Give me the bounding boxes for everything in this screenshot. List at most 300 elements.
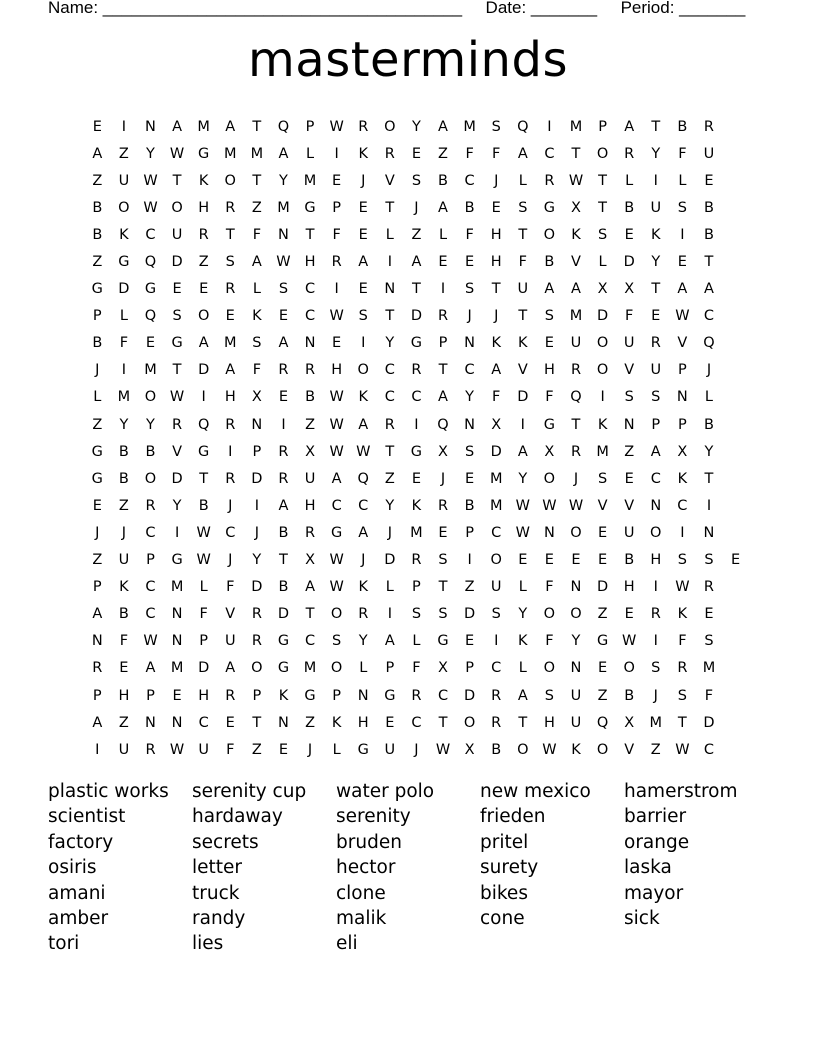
grid-letter: J bbox=[121, 524, 127, 541]
grid-letter: U bbox=[171, 226, 183, 243]
grid-letter: U bbox=[118, 552, 130, 569]
grid-letter: K bbox=[119, 579, 129, 596]
grid-letter: C bbox=[411, 389, 422, 406]
grid-letter: Y bbox=[146, 145, 155, 162]
word-list-item: barrier bbox=[624, 806, 687, 828]
grid-letter: I bbox=[520, 416, 525, 433]
grid-letter: W bbox=[329, 118, 344, 135]
grid-letter: T bbox=[518, 714, 528, 731]
grid-letter: E bbox=[704, 172, 714, 189]
grid-letter: F bbox=[465, 226, 474, 243]
grid-letter: A bbox=[251, 254, 262, 271]
grid-letter: E bbox=[624, 606, 634, 623]
grid-letter: E bbox=[358, 226, 368, 243]
grid-letter: D bbox=[703, 714, 715, 731]
grid-letter: W bbox=[169, 389, 185, 406]
grid-letter: L bbox=[359, 660, 368, 677]
grid-letter: S bbox=[624, 389, 634, 406]
grid-letter: P bbox=[92, 308, 102, 325]
grid-letter: I bbox=[653, 579, 658, 596]
grid-letter: D bbox=[251, 579, 263, 596]
word-list-item: amber bbox=[48, 907, 109, 929]
grid-letter: R bbox=[677, 660, 688, 677]
grid-letter: C bbox=[331, 497, 342, 514]
grid-letter: E bbox=[278, 308, 289, 325]
word-column bbox=[48, 779, 192, 957]
grid-letter: X bbox=[677, 443, 688, 460]
grid-letter: W bbox=[276, 254, 291, 271]
grid-letter: O bbox=[517, 741, 529, 758]
grid-letter: G bbox=[171, 335, 183, 352]
grid-letter: W bbox=[329, 443, 344, 460]
grid-letter: I bbox=[387, 254, 392, 271]
grid-letter: Y bbox=[518, 470, 528, 487]
grid-letter: N bbox=[703, 524, 715, 541]
word-list-item: new mexico bbox=[480, 781, 591, 802]
word-list-item: osiris bbox=[48, 857, 97, 879]
grid-letter: S bbox=[544, 687, 554, 704]
page-title: masterminds bbox=[248, 32, 568, 88]
grid-letter: G bbox=[91, 443, 103, 460]
word-list-item: amani bbox=[48, 882, 106, 904]
grid-letter: W bbox=[515, 524, 530, 541]
grid-letter: Z bbox=[118, 145, 129, 162]
grid-letter: R bbox=[570, 443, 582, 460]
grid-letter: D bbox=[596, 308, 609, 325]
grid-letter: V bbox=[677, 335, 688, 352]
grid-letter: C bbox=[304, 308, 316, 325]
grid-letter: M bbox=[303, 172, 317, 189]
grid-letter: S bbox=[677, 552, 687, 569]
grid-letter: M bbox=[250, 145, 264, 162]
grid-letter: S bbox=[438, 606, 448, 623]
grid-letter: S bbox=[518, 199, 528, 216]
grid-letter: J bbox=[706, 362, 712, 379]
grid-letter: F bbox=[704, 687, 714, 704]
grid-letter: A bbox=[517, 145, 528, 162]
grid-letter: I bbox=[440, 281, 446, 298]
grid-letter: Z bbox=[305, 416, 316, 433]
grid-letter: T bbox=[438, 714, 448, 731]
grid-letter: Z bbox=[118, 714, 129, 731]
grid-letter: T bbox=[438, 362, 448, 379]
grid-letter: E bbox=[465, 633, 475, 650]
grid-letter: G bbox=[144, 281, 157, 298]
grid-letter: Z bbox=[438, 145, 448, 162]
grid-letter: P bbox=[438, 335, 448, 352]
grid-letter: C bbox=[677, 497, 688, 514]
grid-letter: Y bbox=[411, 118, 421, 135]
grid-letter: E bbox=[730, 552, 741, 569]
grid-letter: G bbox=[410, 335, 423, 352]
grid-letter: I bbox=[387, 606, 392, 623]
grid-letter: B bbox=[544, 254, 555, 271]
grid-letter: K bbox=[597, 416, 608, 433]
grid-letter: L bbox=[704, 389, 713, 406]
grid-letter: U bbox=[304, 470, 316, 487]
grid-letter: C bbox=[384, 389, 395, 406]
grid-letter: E bbox=[597, 660, 608, 677]
grid-letter: D bbox=[517, 389, 529, 406]
grid-letter: R bbox=[437, 497, 449, 514]
word-list-item: randy bbox=[192, 907, 246, 929]
grid-letter: R bbox=[278, 470, 289, 487]
letter-grid bbox=[84, 113, 749, 763]
word-list-item: water polo bbox=[336, 781, 435, 802]
grid-letter: N bbox=[145, 714, 156, 731]
grid-letter: F bbox=[252, 226, 262, 243]
grid-letter: O bbox=[596, 741, 609, 758]
grid-letter: B bbox=[305, 389, 316, 406]
grid-letter: D bbox=[464, 687, 476, 704]
grid-letter: Q bbox=[357, 470, 369, 487]
grid-letter: K bbox=[411, 497, 422, 514]
grid-letter: G bbox=[277, 633, 290, 650]
grid-letter: X bbox=[491, 416, 502, 433]
grid-letter: U bbox=[570, 687, 582, 704]
grid-letter: K bbox=[518, 633, 528, 650]
grid-letter: O bbox=[144, 470, 157, 487]
grid-letter: I bbox=[361, 335, 366, 352]
word-column bbox=[336, 779, 480, 957]
grid-letter: E bbox=[597, 524, 608, 541]
grid-letter: S bbox=[651, 389, 661, 406]
grid-letter: E bbox=[332, 335, 342, 352]
grid-letter: F bbox=[625, 308, 634, 325]
grid-letter: X bbox=[251, 389, 262, 406]
grid-letter: T bbox=[385, 443, 395, 460]
grid-letter: E bbox=[332, 172, 342, 189]
grid-letter: O bbox=[251, 660, 263, 677]
grid-letter: W bbox=[622, 633, 637, 650]
grid-letter: A bbox=[438, 118, 448, 135]
grid-letter: B bbox=[464, 199, 475, 216]
grid-letter: T bbox=[518, 308, 528, 325]
word-list-item: hardaway bbox=[192, 806, 283, 828]
grid-row bbox=[84, 303, 749, 330]
grid-letter: I bbox=[547, 118, 552, 135]
grid-letter: J bbox=[494, 172, 499, 189]
grid-row bbox=[84, 411, 749, 438]
grid-letter: J bbox=[653, 687, 658, 704]
grid-letter: L bbox=[678, 172, 687, 189]
grid-letter: K bbox=[571, 741, 581, 758]
grid-letter: B bbox=[703, 199, 714, 216]
grid-letter: U bbox=[650, 362, 662, 379]
grid-letter: M bbox=[489, 470, 503, 487]
grid-letter: L bbox=[385, 226, 394, 243]
grid-letter: E bbox=[491, 199, 501, 216]
grid-row bbox=[84, 194, 749, 221]
grid-letter: Y bbox=[704, 443, 714, 460]
grid-letter: O bbox=[570, 524, 582, 541]
word-list-item: eli bbox=[336, 933, 358, 955]
grid-letter: R bbox=[225, 416, 236, 433]
grid-letter: P bbox=[677, 416, 687, 433]
grid-letter: I bbox=[414, 416, 419, 433]
grid-letter: B bbox=[118, 443, 129, 460]
grid-letter: M bbox=[170, 579, 184, 596]
grid-letter: O bbox=[543, 226, 556, 243]
grid-letter: V bbox=[624, 362, 635, 379]
grid-letter: S bbox=[704, 552, 714, 569]
grid-letter: X bbox=[571, 199, 581, 216]
grid-letter: H bbox=[304, 497, 316, 514]
grid-letter: Q bbox=[277, 118, 290, 135]
word-list-item: mayor bbox=[624, 882, 684, 904]
grid-letter: A bbox=[571, 281, 581, 298]
grid-letter: T bbox=[598, 172, 607, 189]
word-list-item: letter bbox=[192, 857, 243, 879]
word-list-item: secrets bbox=[192, 831, 259, 853]
grid-letter: O bbox=[623, 660, 635, 677]
grid-letter: C bbox=[703, 308, 715, 325]
grid-letter: C bbox=[225, 524, 236, 541]
grid-letter: P bbox=[465, 660, 474, 677]
grid-letter: Q bbox=[197, 416, 210, 433]
grid-letter: X bbox=[305, 552, 316, 569]
grid-letter: X bbox=[597, 281, 608, 298]
grid-letter: G bbox=[171, 552, 183, 569]
grid-letter: H bbox=[623, 579, 635, 596]
grid-letter: C bbox=[145, 606, 156, 623]
grid-letter: N bbox=[464, 416, 476, 433]
grid-letter: P bbox=[146, 552, 155, 569]
grid-row bbox=[84, 330, 749, 357]
grid-row bbox=[84, 628, 749, 655]
grid-row bbox=[84, 248, 749, 275]
grid-letter: T bbox=[305, 606, 315, 623]
grid-letter: E bbox=[358, 281, 368, 298]
grid-letter: U bbox=[490, 579, 502, 596]
grid-letter: Q bbox=[596, 714, 609, 731]
grid-letter: R bbox=[198, 226, 209, 243]
grid-letter: T bbox=[704, 254, 714, 271]
grid-letter: P bbox=[598, 118, 607, 135]
grid-letter: F bbox=[545, 633, 554, 650]
grid-letter: J bbox=[307, 741, 313, 758]
grid-letter: F bbox=[332, 226, 341, 243]
grid-letter: J bbox=[228, 552, 233, 569]
grid-letter: R bbox=[305, 362, 316, 379]
grid-letter: A bbox=[491, 362, 502, 379]
grid-letter: R bbox=[491, 687, 502, 704]
grid-letter: I bbox=[95, 741, 100, 758]
grid-letter: I bbox=[467, 552, 472, 569]
grid-letter: Z bbox=[464, 579, 475, 596]
grid-letter: J bbox=[467, 308, 472, 325]
grid-letter: A bbox=[225, 118, 236, 135]
grid-letter: R bbox=[358, 118, 369, 135]
grid-letter: L bbox=[438, 226, 448, 243]
grid-letter: T bbox=[571, 145, 581, 162]
grid-row bbox=[84, 140, 749, 167]
grid-letter: N bbox=[171, 633, 183, 650]
grid-letter: N bbox=[145, 118, 156, 135]
grid-letter: U bbox=[623, 524, 635, 541]
grid-letter: Z bbox=[411, 226, 422, 243]
grid-row bbox=[84, 276, 749, 303]
grid-letter: C bbox=[491, 524, 502, 541]
grid-letter: K bbox=[331, 714, 342, 731]
grid-letter: M bbox=[702, 660, 716, 677]
grid-letter: B bbox=[198, 497, 209, 514]
grid-letter: Y bbox=[358, 633, 368, 650]
grid-letter: F bbox=[119, 633, 129, 650]
grid-letter: M bbox=[197, 118, 210, 135]
grid-letter: T bbox=[651, 281, 661, 298]
grid-letter: W bbox=[568, 497, 584, 514]
grid-letter: L bbox=[518, 660, 527, 677]
grid-letter: N bbox=[278, 226, 289, 243]
grid-letter: N bbox=[676, 389, 688, 406]
grid-letter: K bbox=[358, 579, 368, 596]
grid-letter: G bbox=[198, 145, 210, 162]
word-column bbox=[192, 779, 336, 957]
grid-letter: J bbox=[95, 362, 100, 379]
grid-row bbox=[84, 438, 749, 465]
grid-letter: U bbox=[650, 199, 662, 216]
grid-letter: M bbox=[569, 118, 583, 135]
grid-letter: R bbox=[278, 362, 289, 379]
grid-letter: Q bbox=[144, 254, 157, 271]
grid-letter: I bbox=[201, 389, 206, 406]
grid-letter: G bbox=[91, 470, 103, 487]
grid-letter: O bbox=[543, 606, 556, 623]
grid-letter: Z bbox=[251, 199, 262, 216]
grid-letter: Q bbox=[437, 416, 449, 433]
grid-letter: S bbox=[358, 308, 368, 325]
grid-letter: P bbox=[677, 362, 687, 379]
grid-letter: Y bbox=[651, 145, 661, 162]
word-list-item: serenity cup bbox=[192, 781, 307, 802]
grid-letter: M bbox=[463, 118, 476, 135]
grid-letter: G bbox=[304, 687, 316, 704]
grid-letter: V bbox=[571, 254, 581, 271]
grid-letter: B bbox=[703, 226, 714, 243]
grid-letter: E bbox=[518, 552, 528, 569]
grid-letter: E bbox=[571, 552, 581, 569]
grid-letter: R bbox=[251, 606, 262, 623]
grid-letter: H bbox=[490, 254, 502, 271]
grid-letter: D bbox=[623, 254, 635, 271]
grid-letter: F bbox=[412, 660, 421, 677]
grid-letter: L bbox=[518, 172, 527, 189]
grid-letter: W bbox=[169, 145, 185, 162]
grid-letter: E bbox=[199, 281, 209, 298]
grid-letter: A bbox=[438, 389, 448, 406]
grid-letter: O bbox=[357, 362, 369, 379]
grid-letter: B bbox=[438, 172, 448, 189]
grid-letter: B bbox=[278, 579, 289, 596]
grid-letter: B bbox=[278, 524, 289, 541]
grid-letter: V bbox=[384, 172, 395, 189]
grid-letter: M bbox=[144, 362, 157, 379]
grid-letter: F bbox=[492, 145, 501, 162]
grid-letter: L bbox=[199, 579, 208, 596]
grid-letter: I bbox=[334, 281, 339, 298]
grid-letter: Y bbox=[119, 416, 129, 433]
grid-row bbox=[84, 682, 749, 709]
word-list-item: laska bbox=[624, 857, 672, 879]
grid-letter: M bbox=[596, 443, 609, 460]
grid-letter: F bbox=[545, 579, 554, 596]
grid-letter: N bbox=[464, 335, 476, 352]
grid-letter: E bbox=[278, 741, 289, 758]
grid-letter: K bbox=[518, 335, 528, 352]
grid-letter: F bbox=[226, 579, 235, 596]
word-list bbox=[48, 779, 768, 957]
grid-letter: V bbox=[225, 606, 236, 623]
grid-letter: K bbox=[651, 226, 661, 243]
grid-letter: C bbox=[145, 524, 156, 541]
grid-letter: P bbox=[465, 524, 474, 541]
word-list-item: plastic works bbox=[48, 781, 169, 802]
grid-letter: U bbox=[623, 335, 635, 352]
grid-letter: U bbox=[703, 145, 715, 162]
grid-letter: R bbox=[172, 416, 183, 433]
grid-letter: O bbox=[197, 308, 210, 325]
grid-letter: B bbox=[491, 741, 502, 758]
grid-letter: M bbox=[410, 524, 423, 541]
grid-letter: O bbox=[330, 606, 343, 623]
grid-letter: I bbox=[228, 443, 233, 460]
grid-letter: U bbox=[517, 281, 529, 298]
grid-letter: R bbox=[544, 172, 555, 189]
grid-letter: I bbox=[121, 118, 127, 135]
grid-letter: C bbox=[464, 362, 475, 379]
grid-letter: J bbox=[573, 470, 579, 487]
grid-letter: A bbox=[92, 145, 103, 162]
grid-letter: D bbox=[251, 470, 263, 487]
grid-letter: A bbox=[145, 660, 156, 677]
grid-letter: B bbox=[118, 470, 129, 487]
grid-letter: Y bbox=[518, 606, 528, 623]
grid-letter: C bbox=[304, 633, 316, 650]
grid-letter: F bbox=[199, 606, 208, 623]
grid-letter: Z bbox=[624, 443, 635, 460]
grid-letter: A bbox=[198, 335, 209, 352]
grid-letter: S bbox=[465, 281, 475, 298]
grid-letter: I bbox=[653, 172, 658, 189]
grid-letter: M bbox=[649, 714, 663, 731]
grid-letter: H bbox=[543, 714, 555, 731]
grid-letter: I bbox=[600, 389, 605, 406]
grid-letter: E bbox=[385, 714, 395, 731]
grid-letter: O bbox=[118, 199, 130, 216]
grid-letter: E bbox=[92, 118, 102, 135]
word-list-item: tori bbox=[48, 933, 80, 955]
grid-letter: A bbox=[278, 335, 289, 352]
grid-letter: S bbox=[172, 308, 182, 325]
grid-letter: W bbox=[143, 633, 158, 650]
grid-letter: W bbox=[196, 552, 211, 569]
grid-letter: N bbox=[278, 714, 289, 731]
grid-letter: R bbox=[703, 579, 714, 596]
grid-letter: D bbox=[198, 660, 210, 677]
grid-letter: R bbox=[278, 443, 289, 460]
grid-letter: L bbox=[119, 308, 128, 325]
grid-letter: N bbox=[570, 660, 582, 677]
grid-letter: E bbox=[465, 254, 475, 271]
grid-letter: I bbox=[706, 497, 712, 514]
grid-letter: O bbox=[490, 552, 502, 569]
grid-letter: J bbox=[440, 470, 446, 487]
grid-letter: R bbox=[145, 497, 156, 514]
grid-letter: L bbox=[625, 172, 634, 189]
grid-letter: U bbox=[384, 741, 396, 758]
grid-letter: D bbox=[198, 362, 210, 379]
